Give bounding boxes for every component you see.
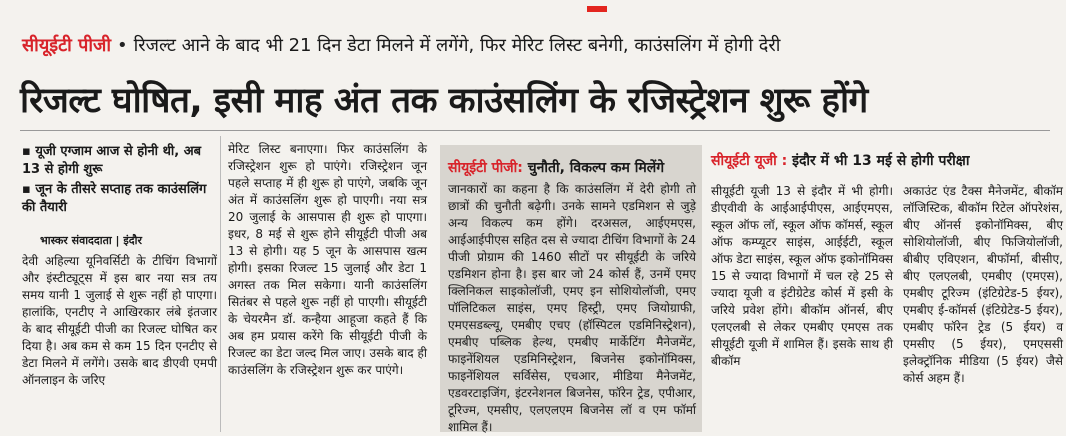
bullet-item: ▪ जून के तीसरे सप्ताह तक काउंसलिंग की तैयारी — [22, 182, 207, 215]
headline: रिजल्ट घोषित, इसी माह अंत तक काउंसलिंग के रजिस्ट्रेशन शुरू होंगे — [20, 81, 868, 121]
panel-title: चुनौती, विकल्प कम मिलेंगे — [522, 160, 665, 176]
panel-body: जानकारों का कहना है कि काउंसलिंग में देरी होगी तो छात्रों की चुनौती बढ़ेगी। उनके सामने एडमिशन से जुड़े अन्य विकल्प कम होंगे। दरअसल, आईएमएस, आईआईपीएस सहित दस से ज्यादा टीचिंग विभागों के 24 पीजी प्रोग्राम की 1460 सीटों पर सीयूईटी के जरिये एडमिशन होना है। इस बार जो 24 कोर्स हैं, उनमें एमए क्लिनिकल साइकोलॉजी, एमए इन सोशियोलॉजी, एमए पॉलिटिकल साइंस, एमए हिस्ट्री, एमए जियोग्राफी, एमएसडब्ल्यू, एमबीए एचए (हॉस्पिटल एडमिनिस्ट्रेशन), एमबीए पब्लिक हेल्थ, एमबीए मार्केटिंग मैनेजमेंट, फाइनेंशियल एडमिनिस्ट्रेशन, बिजनेस इकोनॉमिक्स, फाइनेंशियल सर्विसेस, एचआर, मीडिया मैनेजमेंट, एडवरटाइजिंग, इंटरनेशनल बिजनेस, फॉरेन ट्रेड, एपीआर, टूरिज्म, एमसीए, एलएलएम बिजनेस लॉ व एम फॉर्मा शामिल हैं। — [448, 182, 696, 434]
column-divider — [220, 136, 221, 432]
article-column-5: अकाउंट एंड टैक्स मैनेजमेंट, बीकॉम लॉजिस्टिक, बीकॉम रिटेल ऑपरेशंस, बीए ऑनर्स इकोनॉमिक्स, बीए सोशियोलॉजी, बीए फिजियोलॉजी, बीबीए एविएशन, बीफॉर्मा, बीसीए, बीए एलएलबी, एमबीए (एमएस), एमबीए टूरिज्म (इंटिग्रेटेड-5 ईयर), एमबीए ई-कॉमर्स (इंटिग्रेटेड-5 ईयर), एमबीए फॉरेन ट्रेड (5 ईयर) व एमसीए (5 ईयर), एमएससी इलेक्ट्रॉनिक मीडिया (5 ईयर) जैसे कोर्स अहम हैं। — [903, 184, 1063, 385]
kicker-separator: • — [117, 35, 128, 56]
article-column-1: देवी अहिल्या यूनिवर्सिटी के टीचिंग विभागों और इंस्टीट्यूट्स में इस बार नया सत्र तय समय यानी 1 जुलाई से शुरू नहीं हो पाएगा। हालांकि, एनटीए ने आखिरकार लंबे इंतजार के बाद सीयूईटी पीजी का रिजल्ट घोषित कर दिया है। अब कम से कम 15 दिन एनटीए से डेटा मिलने में लगेंगे। उसके बाद डीएवी एमपी ऑनलाइन के जरिए — [22, 254, 217, 387]
headline-rule — [20, 130, 1050, 131]
byline: भास्कर संवाददाता | इंदौर — [40, 234, 142, 247]
article-column-4: सीयूईटी यूजी 13 से इंदौर में भी होगी। डीएवीवी के आईआईपीएस, आईएमएस, स्कूल ऑफ लॉ, स्कूल ऑफ कॉमर्स, स्कूल ऑफ कम्प्यूटर साइंस, आईईटी, स्कूल ऑफ डेटा साइंस, स्कूल ऑफ इकोनॉमिक्स 15 से ज्यादा विभागों में चल रहे 25 से ज्यादा यूजी व इंटीग्रेटेड कोर्स में इसी के जरिये प्रवेश होंगे। बीकॉम ऑनर्स, बीए एलएलबी से लेकर एमबीए एमएस तक सीयूईटी यूजी में शामिल हैं। इसके साथ ही बीकॉम — [711, 184, 893, 368]
panel-tag: सीयूईटी पीजी: — [448, 160, 523, 176]
highlight-bullets — [22, 143, 217, 219]
ug-title: इंदौर में भी 13 मई से होगी परीक्षा — [787, 153, 970, 169]
panel-heading — [448, 158, 664, 177]
kicker-line — [22, 33, 780, 57]
kicker-text: रिजल्ट आने के बाद भी 21 दिन डेटा मिलने में लगेंगे, फिर मेरिट लिस्ट बनेगी, काउंसलिंग में होगी देरी — [133, 35, 781, 56]
masthead-red-mark — [587, 6, 607, 12]
article-column-2: मेरिट लिस्ट बनाएगा। फिर काउंसलिंग के रजिस्ट्रेशन शुरू हो पाएंगे। रजिस्ट्रेशन जून पहले सप्ताह में ही शुरू हो पाएंगे, जबकि जून अंत में काउंसलिंग शुरू हो पाएगी। नया सत्र 20 जुलाई के आसपास ही शुरू हो पाएगा। इधर, 8 मई से शुरू होने सीयूईटी पीजी अब 13 से होगी। यह 5 जून के आसपास खत्म होगी। इसका रिजल्ट 15 जुलाई और डेटा 1 अगस्त तक मिल सकेगा। यानी काउंसलिंग सितंबर से पहले शुरू नहीं हो पाएगी। सीयूईटी के चेयरमैन डॉ. कन्हैया आहूजा कहते हैं कि अब हम प्रयास करेंगे कि सीयूईटी पीजी के रिजल्ट का डेटा जल्द मिल जाए। उसके बाद ही काउंसलिंग के रजिस्ट्रेशन शुरू कर पाएंगे। — [228, 142, 427, 377]
ug-subheading — [711, 151, 969, 170]
ug-tag: सीयूईटी यूजी : — [711, 153, 788, 169]
bullet-item: ▪ यूजी एग्जाम आज से होनी थी, अब 13 से होगी शुरू — [22, 144, 202, 177]
kicker-tag: सीयूईटी पीजी — [22, 35, 112, 56]
